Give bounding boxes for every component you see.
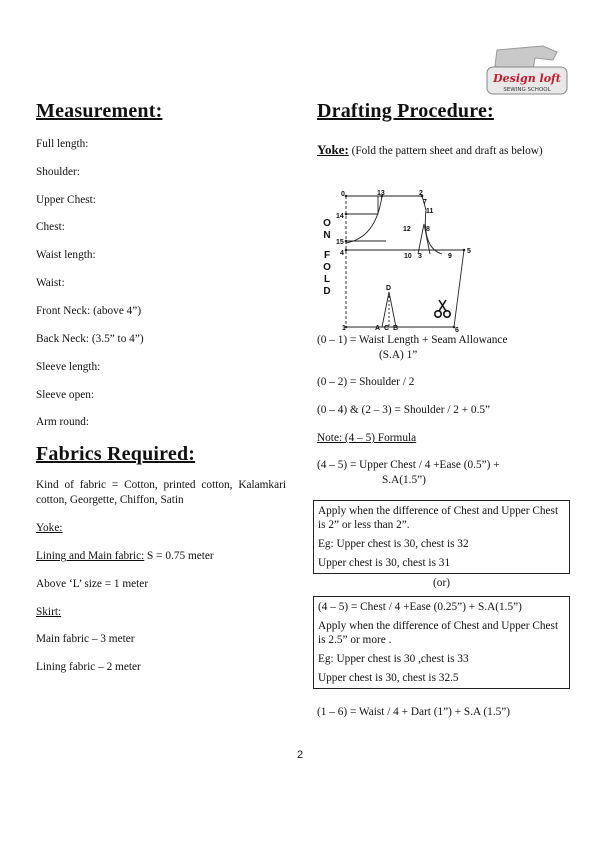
point-label: 9 xyxy=(448,253,452,260)
box2-line: (4 – 5) = Chest / 4 +Ease (0.25”) + S.A(1.5”) xyxy=(318,601,522,613)
note-heading: Note: (4 – 5) Formula xyxy=(317,432,417,444)
yoke-note: (Fold the pattern sheet and draft as below) xyxy=(348,145,543,157)
point-label: 7 xyxy=(423,199,427,206)
measurement-heading: Measurement: xyxy=(36,100,163,122)
formula-0-4: (0 – 4) & (2 – 3) = Shoulder / 2 + 0.5” xyxy=(317,404,491,416)
measurement-chest: Chest: xyxy=(36,221,65,233)
point-label: A xyxy=(375,325,381,332)
measurement-sleeve-open: Sleeve open: xyxy=(36,389,95,401)
main-fabric: Main fabric – 3 meter xyxy=(36,633,135,645)
above-l-size: Above ‘L’ size = 1 meter xyxy=(36,578,149,590)
condition-box-upper-chest xyxy=(313,500,570,574)
condition-box-chest xyxy=(313,596,570,689)
or-separator: (or) xyxy=(433,577,450,589)
point-label: 2 xyxy=(419,190,423,197)
drafting-heading: Drafting Procedure: xyxy=(317,100,494,122)
formula-0-1-cont: (S.A) 1” xyxy=(379,349,418,361)
box1-line: Apply when the difference of Chest and Upper Chest is 2” or less than 2”. xyxy=(318,505,559,531)
fabric-skirt-label: Skirt: xyxy=(36,606,62,618)
point-label: D xyxy=(386,285,392,292)
yoke-drafting-diagram xyxy=(316,188,486,336)
lining-fabric: Lining fabric – 2 meter xyxy=(36,661,141,673)
box2-line: Apply when the difference of Chest and Upper Chest is 2.5” or more . xyxy=(318,620,559,646)
point-label: 15 xyxy=(336,239,344,246)
measurement-arm-round: Arm round: xyxy=(36,416,90,428)
svg-text:SEWING SCHOOL: SEWING SCHOOL xyxy=(503,87,551,93)
box2-line: Eg: Upper chest is 30 ,chest is 33 xyxy=(318,653,469,665)
lining-main-fabric xyxy=(36,549,214,564)
box1-line: Upper chest is 30, chest is 31 xyxy=(318,557,451,569)
measurement-back-neck: Back Neck: (3.5” to 4”) xyxy=(36,333,144,345)
point-label: 3 xyxy=(418,253,422,260)
formula-4-5-cont: S.A(1.5”) xyxy=(382,474,426,486)
measurement-waist: Waist: xyxy=(36,277,65,289)
point-label: 1 xyxy=(342,325,346,332)
lining-main-label: Lining and Main fabric: xyxy=(36,550,145,562)
formula-0-2: (0 – 2) = Shoulder / 2 xyxy=(317,376,415,388)
fabric-yoke-label: Yoke: xyxy=(36,522,63,534)
point-label: C xyxy=(384,325,390,332)
measurement-front-neck: Front Neck: (above 4”) xyxy=(36,305,142,317)
measurement-full-length: Full length: xyxy=(36,138,89,150)
point-label: 0 xyxy=(341,191,345,198)
point-label: 12 xyxy=(403,226,411,233)
fold-letter: F xyxy=(323,250,331,261)
formula-1-6: (1 – 6) = Waist / 4 + Dart (1”) + S.A (1.5”) xyxy=(317,706,511,718)
point-label: 6 xyxy=(455,327,459,334)
formula-4-5: (4 – 5) = Upper Chest / 4 +Ease (0.5”) + xyxy=(317,459,500,471)
measurement-upper-chest: Upper Chest: xyxy=(36,194,96,206)
box2-line: Upper chest is 30, chest is 32.5 xyxy=(318,672,459,684)
fold-letter: D xyxy=(323,286,331,297)
point-label: 14 xyxy=(336,213,344,220)
point-label: 5 xyxy=(467,248,471,255)
measurement-waist-length: Waist length: xyxy=(36,249,96,261)
point-label: B xyxy=(393,325,399,332)
neck-curve xyxy=(346,196,382,243)
svg-text:Design loft: Design loft xyxy=(493,72,561,85)
yoke-instruction xyxy=(317,142,570,159)
point-label: 11 xyxy=(426,208,434,215)
fabrics-required-heading: Fabrics Required: xyxy=(36,443,196,465)
measurement-shoulder: Shoulder: xyxy=(36,166,80,178)
formula-0-1: (0 – 1) = Waist Length + Seam Allowance xyxy=(317,334,508,346)
point-label: 10 xyxy=(404,253,412,260)
measurement-sleeve-length: Sleeve length: xyxy=(36,361,101,373)
page-number: 2 xyxy=(296,749,304,761)
yoke-label: Yoke: xyxy=(317,142,349,157)
fold-letter: N xyxy=(323,230,331,241)
back-neck-box xyxy=(346,196,378,214)
fabric-kind: Kind of fabric = Cotton, printed cotton, Kalamkari cotton, Georgette, Chiffon, Satin xyxy=(36,479,286,506)
fold-letter: L xyxy=(323,274,331,285)
fold-letter: O xyxy=(323,262,331,273)
box1-line: Eg: Upper chest is 30, chest is 32 xyxy=(318,538,469,550)
side-seam xyxy=(454,250,464,327)
point-label: 4 xyxy=(340,250,344,257)
lining-main-value: S = 0.75 meter xyxy=(144,550,214,562)
point-label: 13 xyxy=(377,190,385,197)
design-loft-logo xyxy=(483,40,571,98)
scissors-icon xyxy=(435,300,450,317)
fold-letter: O xyxy=(323,218,331,229)
point-label: 8 xyxy=(426,226,430,233)
